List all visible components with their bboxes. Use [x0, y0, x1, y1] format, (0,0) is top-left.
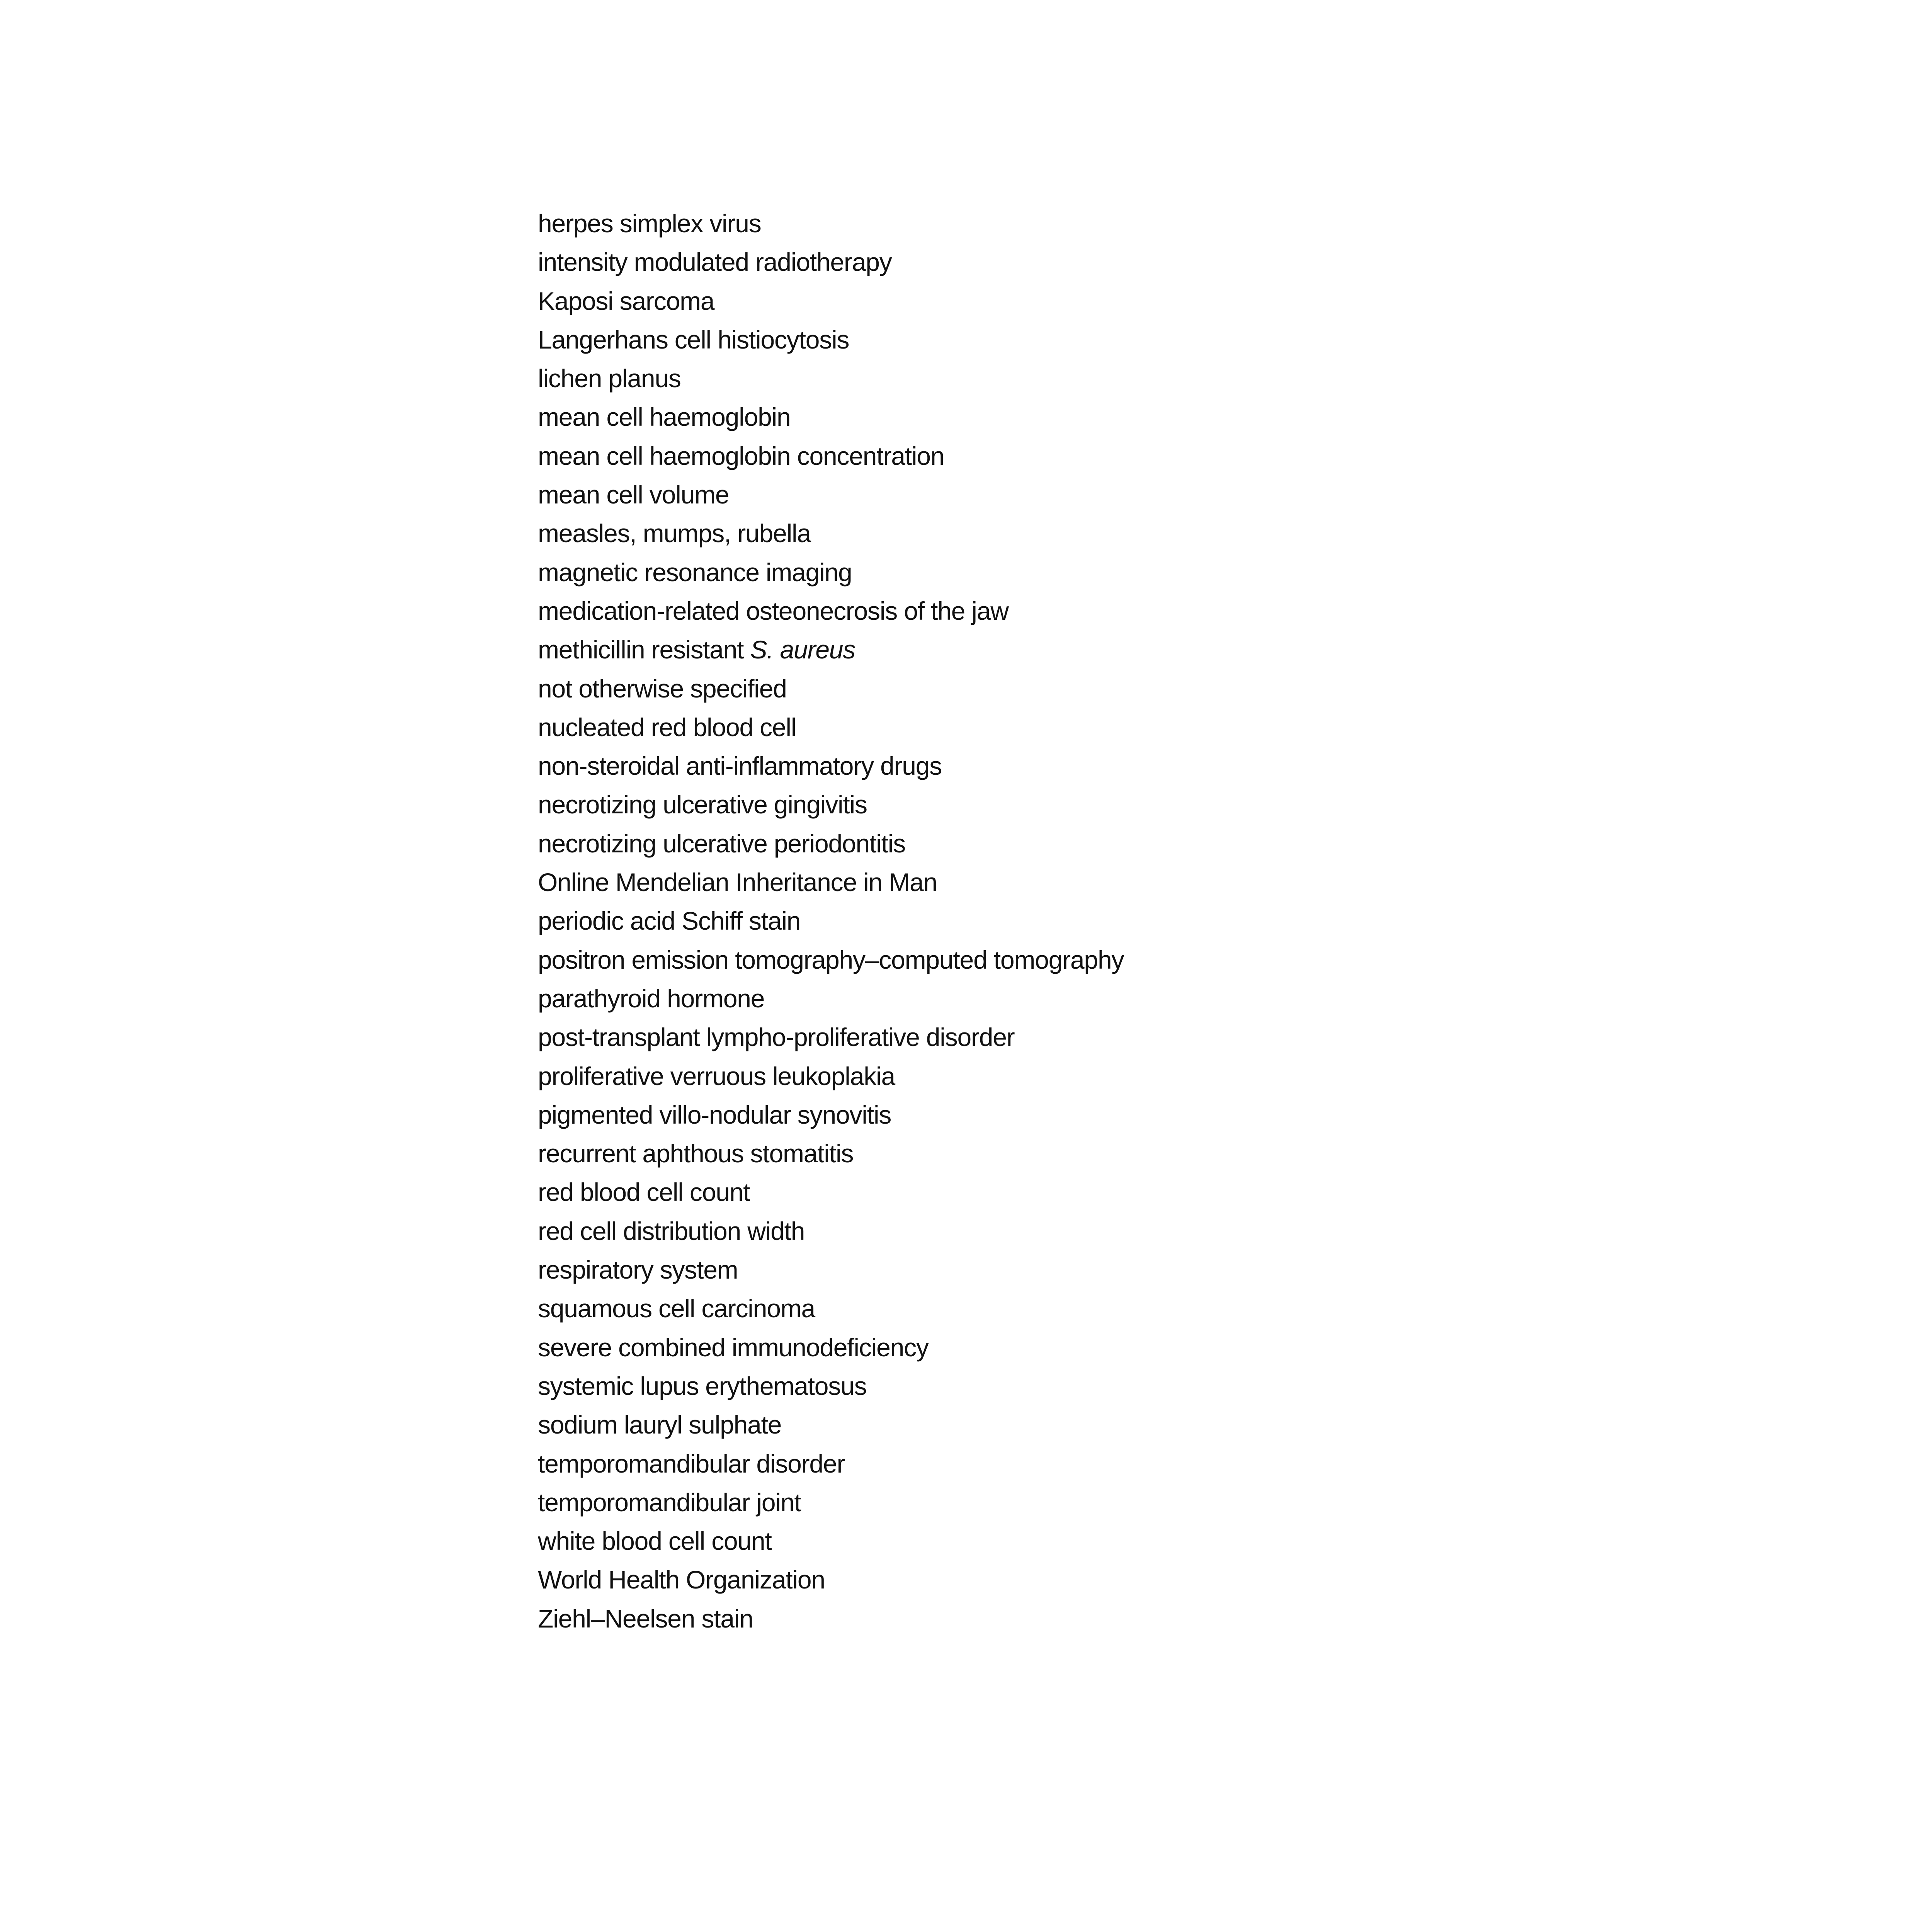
- list-item: [538, 475, 1124, 514]
- definition-text: Ziehl–Neelsen stain: [538, 1604, 753, 1633]
- list-item: [538, 282, 1124, 320]
- definition-text: Langerhans cell histiocytosis: [538, 325, 849, 354]
- list-item: [538, 553, 1124, 592]
- definition-text: lichen planus: [538, 364, 681, 393]
- definition-text: herpes simplex virus: [538, 209, 761, 238]
- list-item: [538, 708, 1124, 747]
- definition-text: World Health Organization: [538, 1565, 825, 1594]
- list-item: [538, 1018, 1124, 1056]
- list-item: [538, 901, 1124, 940]
- definition-text: magnetic resonance imaging: [538, 558, 852, 587]
- list-item: [538, 320, 1124, 359]
- definition-text: systemic lupus erythematosus: [538, 1371, 867, 1400]
- list-item: [538, 1328, 1124, 1367]
- list-item: [538, 1057, 1124, 1095]
- definition-text: respiratory system: [538, 1255, 738, 1284]
- definition-text: proliferative verruous leukoplakia: [538, 1061, 895, 1090]
- definition-text: sodium lauryl sulphate: [538, 1410, 782, 1439]
- definition-text: medication-related osteonecrosis of the jaw: [538, 596, 1009, 625]
- definition-text: measles, mumps, rubella: [538, 519, 811, 548]
- definition-text: Kaposi sarcoma: [538, 286, 714, 315]
- definition-text: not otherwise specified: [538, 674, 787, 703]
- list-item: [538, 592, 1124, 630]
- list-item: [538, 1599, 1124, 1638]
- list-item: [538, 398, 1124, 436]
- list-item: [538, 979, 1124, 1018]
- list-item: [538, 1367, 1124, 1405]
- list-item: [538, 204, 1124, 243]
- definition-text: mean cell haemoglobin concentration: [538, 441, 944, 470]
- list-item: [538, 824, 1124, 863]
- list-item: [538, 1560, 1124, 1599]
- definition-text: post-transplant lympho-proliferative disorder: [538, 1023, 1015, 1052]
- definition-text: necrotizing ulcerative gingivitis: [538, 790, 867, 819]
- definition-text: non-steroidal anti-inflammatory drugs: [538, 752, 942, 781]
- definition-text: periodic acid Schiff stain: [538, 906, 801, 935]
- abbreviation-definition-list: [538, 204, 1124, 1638]
- definition-text: pigmented villo-nodular synovitis: [538, 1100, 891, 1129]
- list-item: [538, 1444, 1124, 1483]
- list-item: [538, 1095, 1124, 1134]
- definition-text: Online Mendelian Inheritance in Man: [538, 868, 937, 897]
- list-item: [538, 359, 1124, 398]
- definition-text: severe combined immunodeficiency: [538, 1333, 929, 1362]
- definition-text: mean cell volume: [538, 480, 729, 509]
- list-item: [538, 243, 1124, 281]
- definition-italic-text: S. aureus: [750, 635, 855, 664]
- definition-text: red cell distribution width: [538, 1216, 805, 1245]
- definition-text: mean cell haemoglobin: [538, 403, 791, 432]
- definition-text: methicillin resistant: [538, 635, 750, 664]
- list-item: [538, 1522, 1124, 1560]
- list-item: [538, 437, 1124, 475]
- list-item: [538, 1173, 1124, 1211]
- definition-text: recurrent aphthous stomatitis: [538, 1139, 854, 1168]
- list-item: [538, 1405, 1124, 1444]
- definition-text: white blood cell count: [538, 1527, 772, 1556]
- list-item: [538, 514, 1124, 553]
- definition-text: positron emission tomography–computed tomography: [538, 945, 1124, 974]
- list-item: [538, 1289, 1124, 1328]
- list-item: [538, 747, 1124, 785]
- list-item: [538, 630, 1124, 669]
- definition-text: red blood cell count: [538, 1178, 750, 1207]
- list-item: [538, 1212, 1124, 1250]
- list-item: [538, 863, 1124, 901]
- list-item: [538, 1134, 1124, 1173]
- list-item: [538, 669, 1124, 708]
- definition-text: squamous cell carcinoma: [538, 1294, 815, 1323]
- definition-text: nucleated red blood cell: [538, 713, 796, 742]
- definition-text: temporomandibular disorder: [538, 1449, 845, 1478]
- list-item: [538, 1250, 1124, 1289]
- list-item: [538, 940, 1124, 979]
- list-item: [538, 785, 1124, 824]
- definition-text: parathyroid hormone: [538, 984, 765, 1013]
- list-item: [538, 1483, 1124, 1522]
- definition-text: necrotizing ulcerative periodontitis: [538, 829, 905, 858]
- definition-text: intensity modulated radiotherapy: [538, 248, 892, 277]
- definition-text: temporomandibular joint: [538, 1488, 801, 1517]
